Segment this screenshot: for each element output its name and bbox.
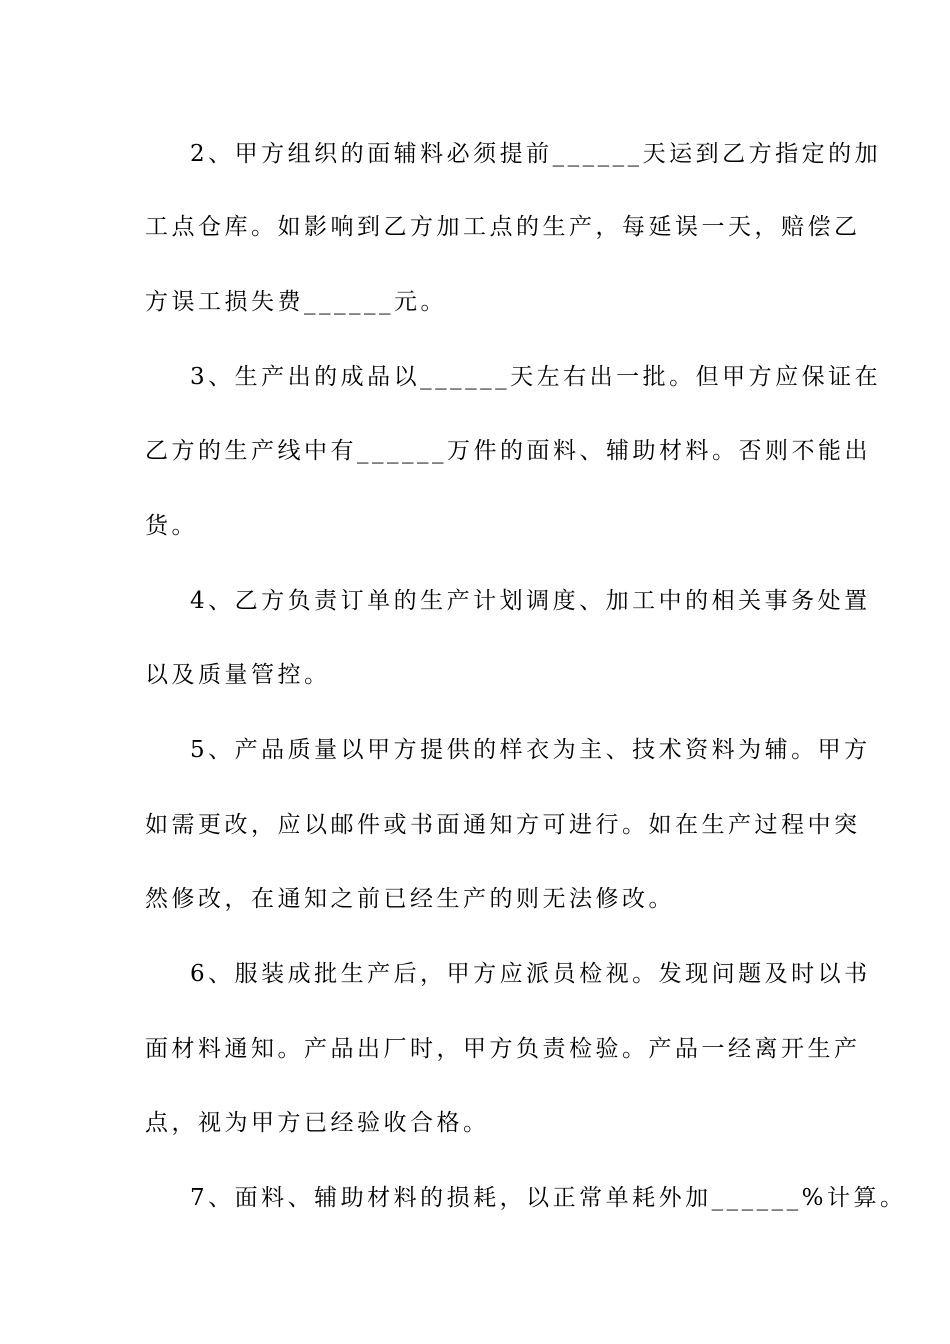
clause-6-line-3: 点，视为甲方已经验收合格。	[145, 1110, 490, 1136]
clause-5-line-2: 如需更改，应以邮件或书面通知方可进行。如在生产过程中突	[145, 812, 861, 838]
clause-4-line-1: 4、乙方负责订单的生产计划调度、加工中的相关事务处置	[190, 588, 871, 614]
clause-4-line-2: 以及质量管控。	[145, 662, 331, 688]
clause-2-line-1: 2、甲方组织的面辅料必须提前______天运到乙方指定的加	[190, 141, 882, 167]
clause-6-line-1: 6、服装成批生产后，甲方应派员检视。发现问题及时以书	[190, 961, 871, 987]
clause-3-line-2: 乙方的生产线中有______万件的面料、辅助材料。否则不能出	[145, 438, 871, 464]
clause-5-line-3: 然修改，在通知之前已经生产的则无法修改。	[145, 886, 675, 912]
clause-7-line-1: 7、面料、辅助材料的损耗，以正常单耗外加______%计算。	[190, 1185, 907, 1211]
clause-5-line-1: 5、产品质量以甲方提供的样衣为主、技术资料为辅。甲方	[190, 737, 871, 763]
clause-2-line-2: 工点仓库。如影响到乙方加工点的生产，每延误一天，赔偿乙	[145, 214, 861, 240]
clause-2-line-3: 方误工损失费______元。	[145, 289, 447, 315]
clause-3-line-1: 3、生产出的成品以______天左右出一批。但甲方应保证在	[190, 364, 882, 390]
clause-6-line-2: 面材料通知。产品出厂时，甲方负责检验。产品一经离开生产	[145, 1036, 861, 1062]
clause-3-line-3: 货。	[145, 513, 198, 539]
